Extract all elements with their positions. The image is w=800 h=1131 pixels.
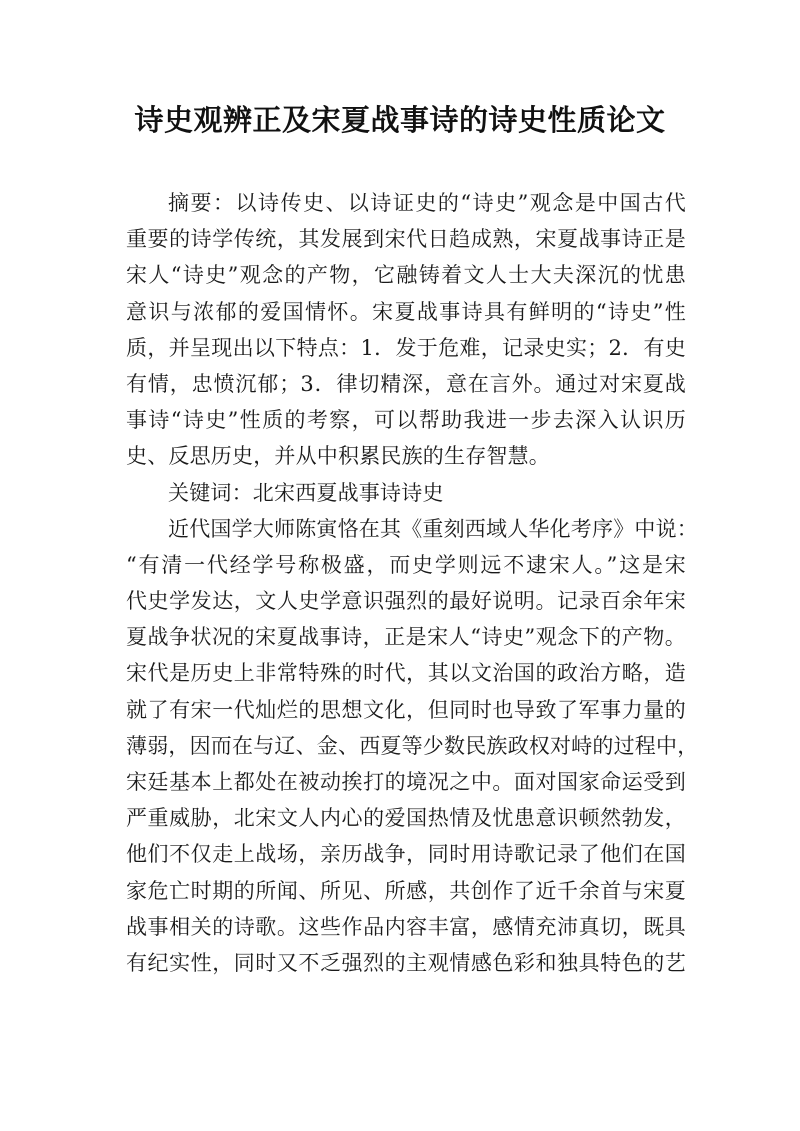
- text-line: 关键词：北宋西夏战事诗诗史: [168, 480, 444, 505]
- text-line: 宋代是历史上非常特殊的时代，其以文治国的政治方略，造: [126, 661, 686, 686]
- text-line: 战事相关的诗歌。这些作品内容丰富，感情充沛真切，既具: [126, 914, 686, 939]
- text-line: 摘要：以诗传史、以诗证史的“诗史”观念是中国古代: [168, 191, 686, 215]
- text-line: 严重威胁，北宋文人内心的爱国热情及忧患意识顿然勃发，: [126, 806, 686, 831]
- text-line: 近代国学大师陈寅恪在其《重刻西域人华化考序》中说：: [168, 516, 698, 541]
- text-line: 薄弱，因而在与辽、金、西夏等少数民族政权对峙的过程中，: [126, 733, 699, 758]
- text-line: 有纪实性，同时又不乏强烈的主观情感色彩和独具特色的艺: [126, 950, 686, 975]
- text-line: 有情，忠愤沉郁；3．律切精深，意在言外。通过对宋夏战: [126, 371, 686, 396]
- document-body: [126, 185, 699, 981]
- text-line: 宋廷基本上都处在被动挨打的境况之中。面对国家命运受到: [126, 770, 686, 794]
- text-line: 他们不仅走上战场，亲历战争，同时用诗歌记录了他们在国: [126, 842, 686, 867]
- text-line: 质，并呈现出以下特点：1．发于危难，记录史实；2．有史: [126, 335, 686, 360]
- text-line: 就了有宋一代灿烂的思想文化，但同时也导致了军事力量的: [126, 697, 686, 722]
- text-line: 史、反思历史，并从中积累民族的生存智慧。: [126, 444, 550, 469]
- text-line: “有清一代经学号称极盛，而史学则远不逮宋人。”这是宋: [126, 552, 686, 577]
- text-line: 家危亡时期的所闻、所见、所感，共创作了近千余首与宋夏: [126, 878, 686, 903]
- document-title: 诗史观辨正及宋夏战事诗的诗史性质论文: [134, 103, 666, 137]
- text-line: 意识与浓郁的爱国情怀。宋夏战事诗具有鲜明的“诗史”性: [126, 299, 686, 324]
- text-line: 重要的诗学传统，其发展到宋代日趋成熟，宋夏战事诗正是: [126, 227, 686, 252]
- text-line: 夏战争状况的宋夏战事诗，正是宋人“诗史”观念下的产物。: [126, 625, 686, 650]
- text-line: 代史学发达，文人史学意识强烈的最好说明。记录百余年宋: [126, 589, 686, 614]
- text-line: 事诗“诗史”性质的考察，可以帮助我进一步去深入认识历: [126, 408, 686, 433]
- text-line: 宋人“诗史”观念的产物，它融铸着文人士大夫深沉的忧患: [126, 263, 686, 288]
